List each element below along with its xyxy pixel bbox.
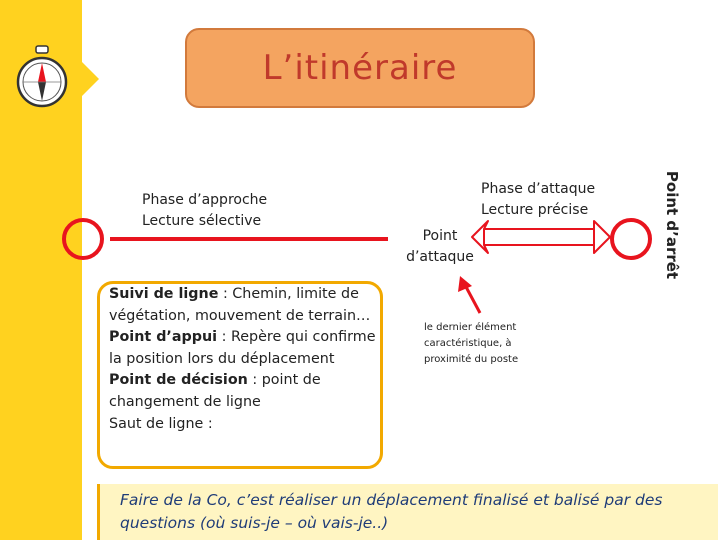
definition-suivi	[109, 284, 380, 327]
attack-arrow-head	[594, 221, 610, 253]
attack-phase-title: Phase d’attaque	[481, 181, 596, 197]
definition-saut: Saut de ligne :	[109, 415, 213, 432]
caption-pointer-arrow	[465, 285, 480, 313]
definition-decision-term: Point de décision	[109, 372, 248, 389]
definition-suivi-term: Suivi de ligne	[109, 286, 219, 302]
attack-point-line1: Point	[422, 228, 458, 244]
caption-pointer-head	[458, 276, 472, 292]
definition-decision-desc: : point de changement de ligne	[109, 372, 321, 410]
attack-point-line2: d’attaque	[406, 249, 474, 265]
stop-point-label: Point d’arrêt	[663, 170, 681, 280]
definition-suivi-desc: : Chemin, limite de végétation, mouvement de terrain…	[109, 286, 371, 324]
definition-appui-term: Point d’appui	[109, 329, 218, 346]
page-title: L’itinéraire	[262, 48, 458, 88]
stop-point-label-box	[658, 166, 686, 284]
summary-text: Faire de la Co, c’est réaliser un déplacement finalisé et balisé par des questions (où suis-je – où vais-je..)	[120, 491, 663, 532]
approach-title: Phase d’approche	[142, 192, 268, 208]
definitions-box	[97, 281, 383, 469]
definition-appui-desc: : Repère qui confirme la position lors du déplacement	[109, 329, 376, 367]
attack-phase-subtitle: Lecture précise	[481, 202, 589, 218]
attack-point-caption: le dernier élément caractéristique, à proximité du poste	[424, 322, 519, 365]
definition-decision	[109, 370, 380, 413]
approach-subtitle: Lecture sélective	[142, 213, 262, 229]
definition-appui	[109, 327, 380, 370]
attack-arrow-tail	[472, 221, 488, 253]
